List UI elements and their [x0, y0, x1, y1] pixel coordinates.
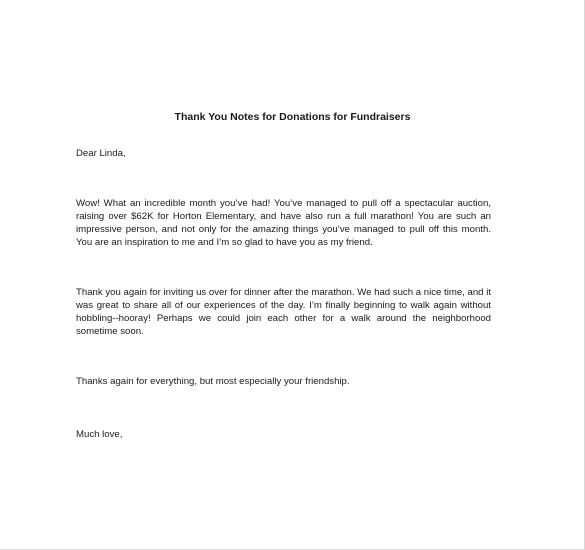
closing: Much love, [76, 429, 123, 440]
body-paragraph-2: Thank you again for inviting us over for dinner after the marathon. We had such a nice time, and it was great to share all of our experiences of the day. I’m finally beginning to walk again without hobbling--hooray! Perhaps we could join each other for a walk around the neighborhood sometime soon. [76, 287, 491, 337]
body-paragraph-1: Wow! What an incredible month you’ve had! You’ve managed to pull off a spectacular auction, raising over $62K for Horton Elementary, and have also run a full marathon! You are such an impressive person, and not only for the amazing things you’ve managed to pull off this month. You are an inspiration to me and I’m so glad to have you as my friend. [76, 198, 491, 248]
salutation: Dear Linda, [76, 148, 126, 159]
document-title: Thank You Notes for Donations for Fundraisers [174, 111, 411, 123]
body-paragraph-3: Thanks again for everything, but most especially your friendship. [76, 376, 350, 387]
